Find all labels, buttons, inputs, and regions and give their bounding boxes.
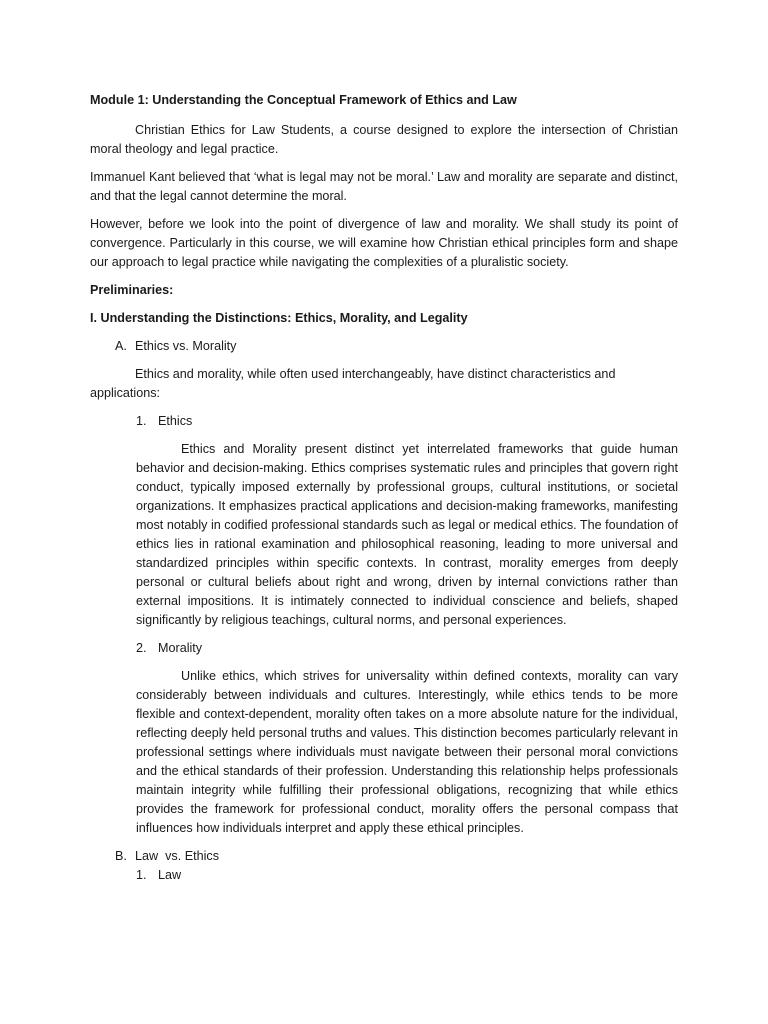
item-morality-heading xyxy=(90,639,678,658)
item-morality-label: Morality xyxy=(158,641,203,655)
subsection-a-intro: Ethics and morality, while often used interchangeably, have distinct characteristics and applications: xyxy=(90,367,616,400)
preliminaries-heading: Preliminaries: xyxy=(90,283,174,297)
document-body xyxy=(90,91,678,885)
list-marker: A. xyxy=(115,339,127,353)
subsection-a-label: Ethics vs. Morality xyxy=(135,339,237,353)
list-marker: B. xyxy=(115,849,127,863)
subsection-b-label: Law vs. Ethics xyxy=(135,849,219,863)
list-marker: 2. xyxy=(136,641,147,655)
morality-paragraph: Unlike ethics, which strives for universality within defined contexts, morality can vary considerably between individuals and cultures. Interestingly, while ethics tends to be more flexible and context-dependent, morality often takes on a more absolute nature for the individual, reflecting deeply held personal truths and values. This distinction becomes particularly relevant in professional settings where individuals must navigate between their personal moral convictions and the ethical standards of their profession. Understanding this relationship helps professionals maintain integrity while fulfilling their professional obligations, recognizing that while ethics provides the framework for professional conduct, morality offers the personal compass that influences how individuals interpret and apply these ethical principles. xyxy=(136,669,678,835)
kant-paragraph: Immanuel Kant believed that ‘what is legal may not be moral.’ Law and morality are separate and distinct, and that the legal cannot determine the moral. xyxy=(90,170,678,203)
item-law-label: Law xyxy=(158,868,182,882)
section-heading: I. Understanding the Distinctions: Ethics, Morality, and Legality xyxy=(90,311,468,325)
ethics-paragraph: Ethics and Morality present distinct yet interrelated frameworks that guide human behavior and decision-making. Ethics comprises systematic rules and principles that govern right conduct, typically imposed externally by professional groups, cultural institutions, or societal organizations. It emphasizes practical applications and decision-making frameworks, manifesting most notably in codified professional standards such as legal or medical ethics. The foundation of ethics lies in rational examination and philosophical reasoning, leading to more universal and standardized principles within specific contexts. In contrast, morality emerges from deeply personal or cultural beliefs about right and wrong, driven by internal convictions rather than external impositions. It is intimately connected to individual conscience and beliefs, shaped significantly by religious teachings, cultural norms, and personal experiences. xyxy=(136,442,678,627)
list-marker: 1. xyxy=(136,414,147,428)
item-ethics-heading xyxy=(90,412,678,431)
item-law-heading xyxy=(90,866,678,885)
item-ethics-label: Ethics xyxy=(158,414,193,428)
list-marker: 1. xyxy=(136,868,147,882)
module-title: Module 1: Understanding the Conceptual Framework of Ethics and Law xyxy=(90,93,517,107)
convergence-paragraph: However, before we look into the point of divergence of law and morality. We shall study its point of convergence. Particularly in this course, we will examine how Christian ethical principles form and shape our approach to legal practice while navigating the complexities of a pluralistic society. xyxy=(90,217,678,269)
subsection-a-heading xyxy=(90,337,678,356)
subsection-b-heading xyxy=(90,847,678,866)
intro-paragraph: Christian Ethics for Law Students, a course designed to explore the intersection of Christian moral theology and legal practice. xyxy=(90,123,678,156)
